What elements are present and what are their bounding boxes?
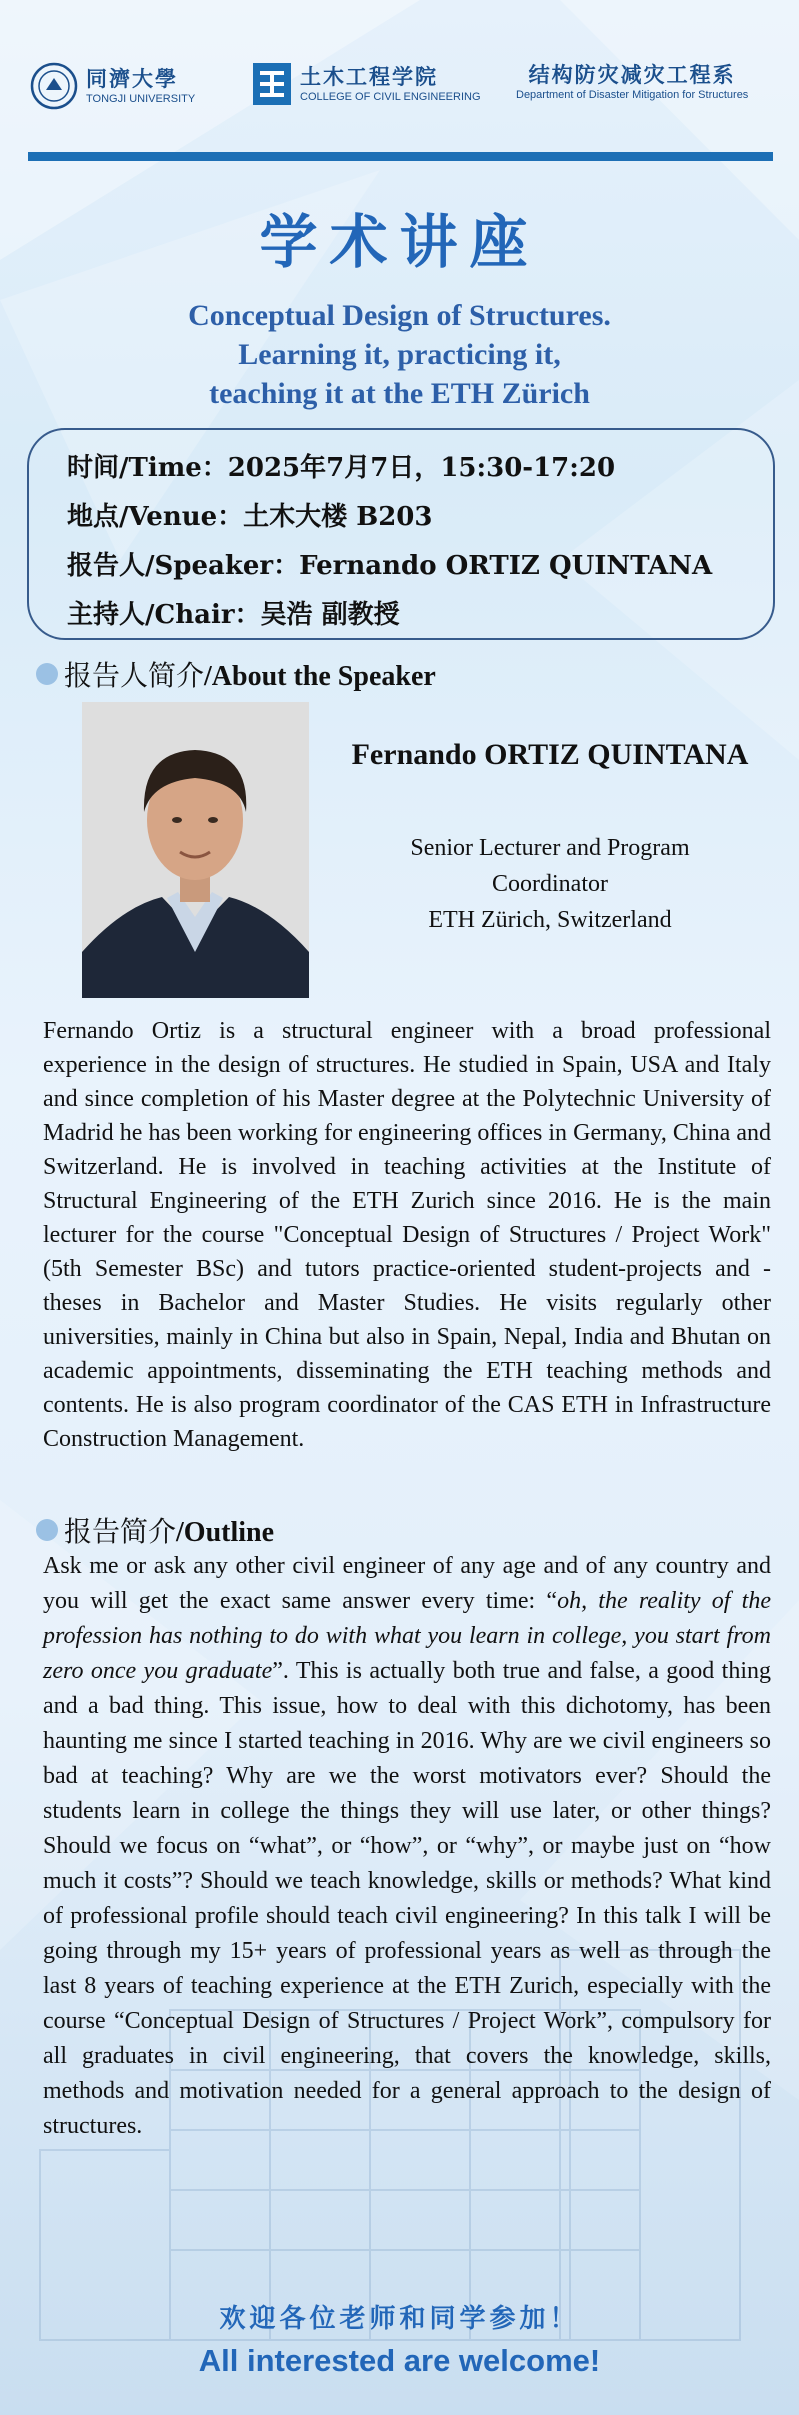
speaker-name: Fernando ORTIZ QUINTANA (351, 738, 749, 771)
info-time: 时间/Time：2025年7月7日，15:30-17:20 (67, 453, 616, 483)
bullet-dot-icon (36, 663, 58, 685)
college-emblem-icon (252, 62, 292, 106)
college-logo (252, 62, 481, 106)
about-speaker-heading (36, 654, 436, 694)
abstract-body: ”. This is actually both true and false, a good thing and a bad thing. This issue, how to deal with this dichotomy, has been haunting me since I started teaching in 2016. Why are we civil engineers so bad at teaching? Why are we the worst motivators ever? Should the students learn in college the things they will use later, or other things? Should we focus on “what”, or “how”, or “why”, or maybe just on “how much it costs”? Should we teach knowledge, skills or methods? What kind of professional profile should teach civil engineering? In this talk I will be going through my 15+ years of professional years as well as through the last 8 years of teaching experience at the ETH Zurich, especially with the course “Conceptual Design of Structures / Project Work”, compulsory for all graduates in civil engineering, that covers the knowledge, skills, methods and motivation needed for a general approach to the design of structures. (43, 1658, 771, 2139)
lecture-subtitle (0, 296, 799, 413)
speaker-bio: Fernando Ortiz is a structural engineer with a broad professional experience in the design of structures. He studied in Spain, USA and Italy and since completion of his Master degree at the Polytechnic University of Madrid he has been working for engineering offices in Germany, China and Switzerland. He is involved in teaching activities at the Institute of Structural Engineering of the ETH Zurich since 2016. He is the main lecturer for the course "Conceptual Design of Structures / Project Work" (5th Semester BSc) and tutors practice-oriented student-projects and -theses in Bachelor and Master Studies. He visits regularly other universities, mainly in China but also in Spain, Nepal, India and Bhutan on academic appointments, disseminating the ETH teaching methods and contents. He is also program coordinator of the CAS ETH in Infrastructure Construction Management. (43, 1018, 771, 1452)
department-logo (516, 62, 748, 102)
welcome-message-en: All interested are welcome! (198, 2343, 601, 2378)
college-name-cn: 土木工程学院 (300, 64, 438, 89)
department-name-en: Department of Disaster Mitigation for Structures (516, 89, 749, 101)
about-heading-cn: 报告人简介 (64, 659, 205, 692)
speaker-role-line-2: Coordinator (492, 871, 608, 897)
welcome-message-cn: 欢迎各位老师和同学参加！ (219, 2304, 580, 2334)
college-name-en: COLLEGE OF CIVIL ENGINEERING (300, 91, 481, 103)
event-info-box (27, 428, 775, 640)
speaker-affiliation: ETH Zürich, Switzerland (428, 907, 672, 933)
outline-heading-cn: 报告简介 (64, 1515, 177, 1548)
info-chair: 主持人/Chair：吴浩 副教授 (67, 600, 400, 630)
subtitle-line-3: teaching it at the ETH Zürich (209, 377, 590, 410)
info-speaker: 报告人/Speaker：Fernando ORTIZ QUINTANA (67, 551, 713, 581)
info-venue: 地点/Venue：土木大楼 B203 (67, 502, 433, 532)
speaker-role-line-1: Senior Lecturer and Program (410, 835, 690, 861)
abstract-intro: Ask me or ask any other civil engineer of any age and of any country and you will get the exact same answer every time: “ (43, 1553, 771, 1614)
tongji-name-cn: 同濟大學 (86, 66, 178, 91)
about-heading-en: /About the Speaker (204, 661, 436, 692)
header-divider (28, 152, 773, 161)
tongji-name-en: TONGJI UNIVERSITY (86, 93, 196, 105)
page-title: 学术讲座 (259, 208, 540, 276)
abstract-quote: oh, the reality of the profession has nothing to do with what you learn in college, you start from zero once you graduate (43, 1588, 771, 1684)
outline-heading-en: /Outline (176, 1517, 275, 1548)
header-logos (30, 62, 770, 142)
speaker-photo (82, 702, 309, 998)
talk-abstract (43, 1549, 771, 2144)
speaker-title (350, 830, 750, 938)
bullet-dot-icon (36, 1519, 58, 1541)
subtitle-line-1: Conceptual Design of Structures. (188, 299, 611, 332)
subtitle-line-2: Learning it, practicing it, (238, 338, 561, 371)
tongji-logo (30, 62, 195, 110)
outline-heading (36, 1510, 274, 1550)
department-name-cn: 结构防灾减灾工程系 (528, 62, 736, 87)
tongji-seal-icon (30, 62, 78, 110)
